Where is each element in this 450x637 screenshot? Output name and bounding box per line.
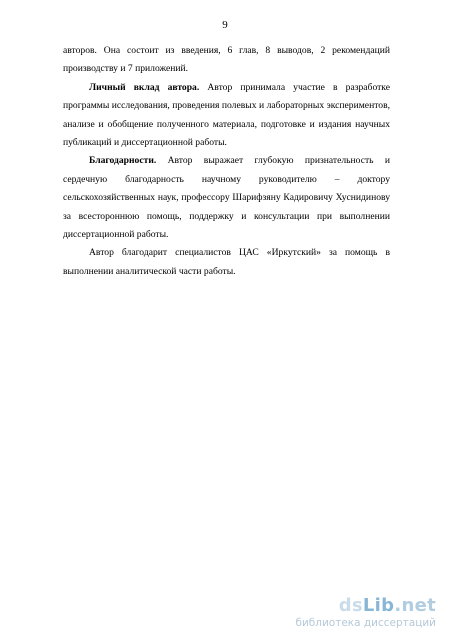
paragraph-text: Автор благодарит специалистов ЦАС «Иркутский» за помощь в выполнении аналитической части работы.	[63, 247, 390, 277]
logo-net: .net	[394, 595, 436, 616]
paragraph-text: Автор выражает глубокую признательность и сердечную благодарность научному руководителю – доктору сельскохозяйственных наук, профессору Шарифзяну Кадировичу Хуснидинову за всестороннюю помощь, поддержку и консультации при выполнении диссертационной работы.	[63, 155, 390, 241]
paragraph-lead: Благодарности.	[89, 155, 157, 167]
logo-lib: Lib	[362, 595, 395, 616]
paragraph-acknowledgements	[63, 152, 390, 244]
dslib-logo	[295, 596, 436, 616]
paragraph-lead: Личный вклад автора.	[89, 81, 200, 93]
logo-ds: ds	[338, 595, 363, 616]
paragraph-acknowledgements-cas	[63, 244, 390, 281]
dslib-watermark	[295, 596, 436, 629]
paragraph-personal-contribution	[63, 79, 390, 153]
paragraph-text: Автор принимала участие в разработке программы исследования, проведения полевых и лабораторных экспериментов, анализе и обобщение полученного материала, подготовке и издания научных публикаций и диссертационной работы.	[63, 81, 390, 149]
paragraph-text: авторов. Она состоит из введения, 6 глав, 8 выводов, 2 рекомендаций производству и 7 приложений.	[63, 45, 390, 75]
paragraph-structure	[63, 42, 390, 79]
page-number: 9	[222, 19, 228, 31]
watermark-subtitle: библиотека диссертаций	[295, 617, 436, 629]
document-body	[63, 42, 390, 281]
